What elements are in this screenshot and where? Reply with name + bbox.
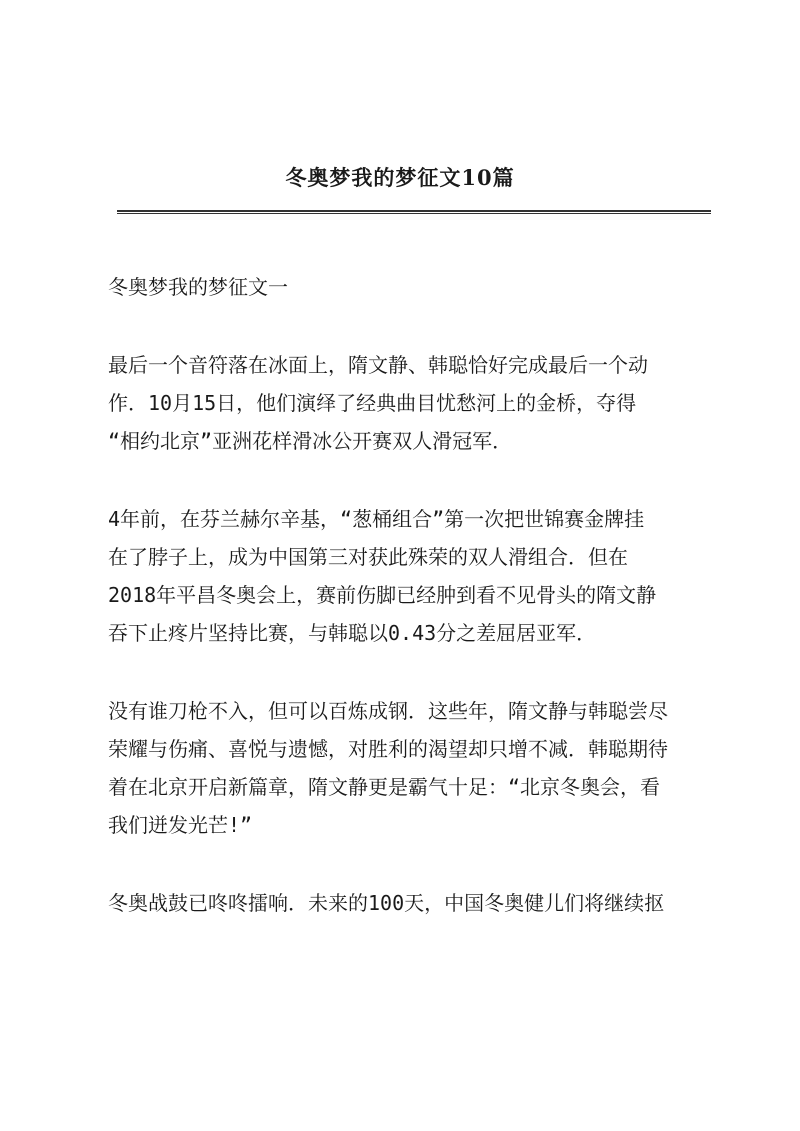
document-body — [108, 268, 708, 922]
paragraph-line: 我们迸发光芒!” — [108, 813, 253, 837]
paragraph-line: 吞下止疼片坚持比赛，与韩聪以0.43分之差屈居亚军． — [108, 621, 597, 645]
paragraph-line: 没有谁刀枪不入，但可以百炼成钢．这些年，隋文静与韩聪尝尽 — [108, 699, 668, 723]
spacer — [108, 652, 708, 692]
section-heading: 冬奥梦我的梦征文一 — [108, 275, 288, 299]
paragraph-line: 作．10月15日，他们演绎了经典曲目忧愁河上的金桥，夺得 — [108, 391, 637, 415]
paragraph-3 — [108, 692, 708, 844]
spacer — [108, 460, 708, 500]
spacer — [108, 844, 708, 884]
paragraph-line: 在了脖子上，成为中国第三对获此殊荣的双人滑组合．但在 — [108, 545, 628, 569]
title-divider — [117, 210, 711, 214]
paragraph-4 — [108, 884, 708, 922]
paragraph-line: 着在北京开启新篇章，隋文静更是霸气十足：“北京冬奥会，看 — [108, 775, 661, 799]
paragraph-1 — [108, 346, 708, 460]
paragraph-line: 2018年平昌冬奥会上，赛前伤脚已经肿到看不见骨头的隋文静 — [108, 583, 657, 607]
spacer — [108, 306, 708, 346]
document-title: 冬奥梦我的梦征文10篇 — [285, 165, 515, 190]
paragraph-line: 冬奥战鼓已咚咚擂响．未来的100天，中国冬奥健儿们将继续抠 — [108, 891, 665, 915]
paragraph-line: 最后一个音符落在冰面上，隋文静、韩聪恰好完成最后一个动 — [108, 353, 648, 377]
paragraph-line: 4年前，在芬兰赫尔辛基，“葱桶组合”第一次把世锦赛金牌挂 — [108, 507, 645, 531]
paragraph-line: “相约北京”亚洲花样滑冰公开赛双人滑冠军． — [108, 429, 513, 453]
paragraph-line: 荣耀与伤痛、喜悦与遗憾，对胜利的渴望却只增不减．韩聪期待 — [108, 737, 668, 761]
paragraph-2 — [108, 500, 708, 652]
